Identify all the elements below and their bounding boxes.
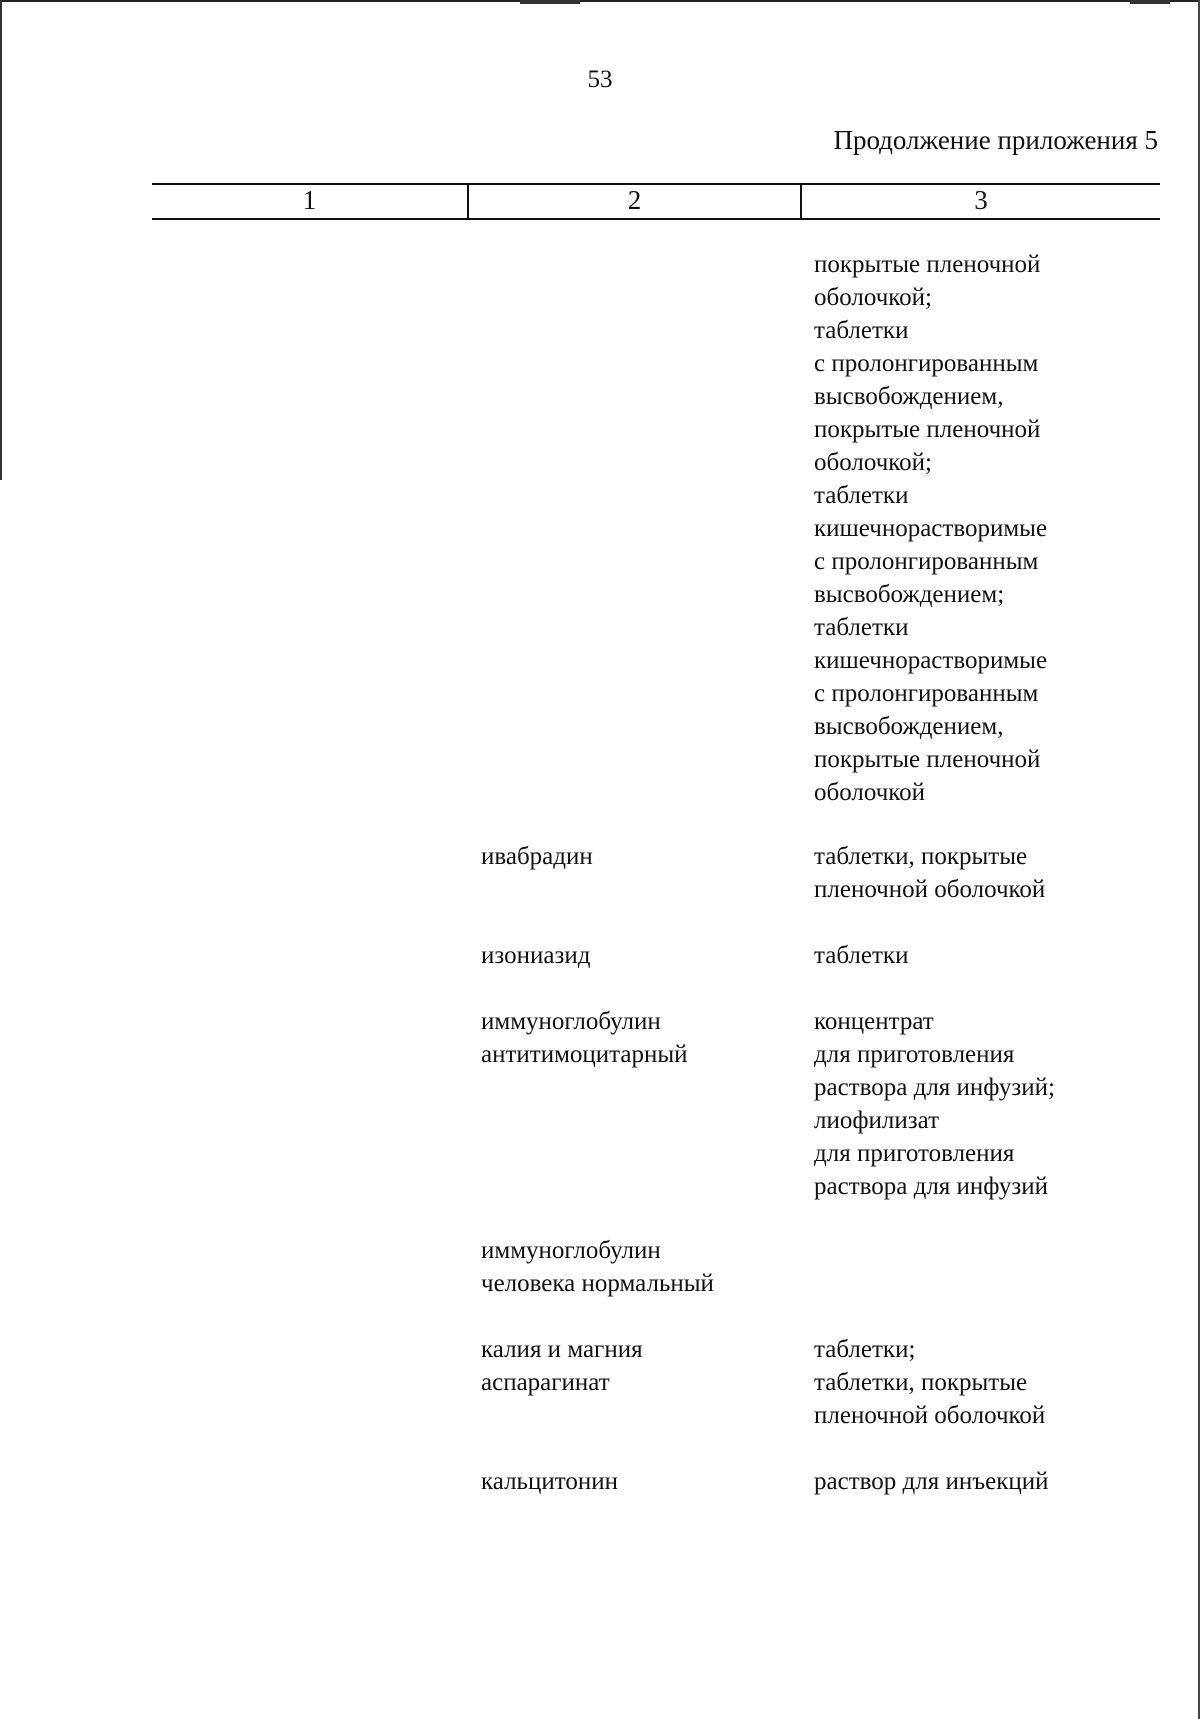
drug-name-cell: калия и магния аспарагинат: [481, 1336, 643, 1396]
drug-name-cell: изониазид: [481, 942, 591, 969]
column-header-3: 3: [974, 185, 988, 215]
dosage-form-cell: таблетки, покрытые пленочной оболочкой: [814, 843, 1046, 903]
dosage-form-cell: концентрат для приготовления раствора для инфузий; лиофилизат для приготовления раствора для инфузий: [814, 1008, 1055, 1200]
drug-name-cell: кальцитонин: [481, 1468, 618, 1495]
column-header-2: 2: [627, 185, 642, 215]
scan-edge-top: [0, 0, 1200, 2]
drug-name-cell: иммуноглобулин человека нормальный: [481, 1237, 714, 1297]
scan-mark: [1130, 0, 1170, 4]
table-header-bottom-rule: [152, 218, 1160, 220]
scan-mark: [520, 0, 580, 4]
dosage-form-cell: покрытые пленочной оболочкой; таблетки с пролонгированным высвобождением, покрытые пленочной оболочкой; таблетки кишечнорастворимые с пролонгированным высвобождением; таблетки кишечнорастворимые с пролонгированным высвобождением, покрытые пленочной оболочкой: [814, 251, 1048, 806]
dosage-form-cell: таблетки: [814, 942, 909, 969]
appendix-continuation-note: Продолжение приложения 5: [833, 125, 1158, 155]
page-number: 53: [587, 66, 613, 93]
column-header-1: 1: [302, 185, 317, 215]
drug-name-cell: ивабрадин: [481, 843, 593, 870]
dosage-form-cell: раствор для инъекций: [814, 1468, 1049, 1495]
dosage-form-cell: таблетки; таблетки, покрытые пленочной оболочкой: [814, 1336, 1046, 1429]
drug-name-cell: иммуноглобулин антитимоцитарный: [481, 1008, 688, 1068]
